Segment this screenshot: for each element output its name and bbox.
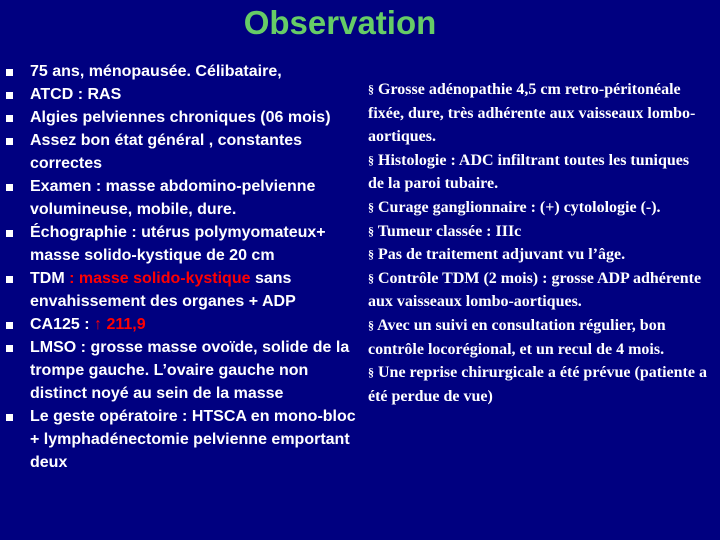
item-text: : masse abdomino-pelvienne volumineuse, mobile, dure. xyxy=(30,178,316,218)
paragraph xyxy=(368,361,708,408)
paragraph-text: Histologie : ADC infiltrant toutes les tuniques de la paroi tubaire. xyxy=(368,151,690,193)
paragraph xyxy=(368,314,708,361)
section-mark-icon: § xyxy=(368,152,374,167)
slide-title: Observation xyxy=(243,4,437,41)
list-item xyxy=(6,336,358,405)
list-item xyxy=(6,83,358,106)
list-item xyxy=(6,405,358,474)
paragraph-text: Curage ganglionnaire : (+) cytolologie (-). xyxy=(378,198,661,216)
list-item xyxy=(6,129,358,175)
item-text: : HTSCA en mono-bloc + lymphadénectomie pelvienne emportant deux xyxy=(30,408,356,471)
square-bullet-icon xyxy=(6,230,13,237)
paragraph xyxy=(368,220,708,244)
item-text: Algies pelviennes chroniques (06 mois) xyxy=(30,109,331,126)
item-text: : grosse masse ovoïde, solide de la trompe gauche. L’ovaire gauche non distinct noyé au sein de la masse xyxy=(30,339,350,402)
list-item xyxy=(6,106,358,129)
paragraph-text: Pas de traitement adjuvant vu l’âge. xyxy=(378,246,626,264)
section-mark-icon: § xyxy=(368,365,374,380)
item-text: 75 ans, ménopausée. Célibataire, xyxy=(30,63,282,80)
item-label: LMSO xyxy=(30,339,77,356)
paragraph-text: Tumeur classée : IIIc xyxy=(377,222,522,240)
item-text: sans envahissement des organes + ADP xyxy=(30,270,296,310)
square-bullet-icon xyxy=(6,414,13,421)
item-separator: : xyxy=(79,316,95,333)
item-label: Échographie xyxy=(30,224,127,241)
left-bullet-list xyxy=(6,60,358,474)
item-highlight: masse solido-kystique xyxy=(78,270,251,287)
section-mark-icon: § xyxy=(368,82,374,96)
item-highlight: ↑ 211,9 xyxy=(94,316,146,333)
square-bullet-icon xyxy=(6,92,13,99)
list-item xyxy=(6,175,358,221)
paragraph-text: Grosse adénopathie 4,5 cm retro-péritonéale fixée, dure, très adhérente aux vaisseaux lombo-aortiques. xyxy=(368,81,696,146)
section-mark-icon: § xyxy=(368,199,374,214)
list-item xyxy=(6,313,358,336)
square-bullet-icon xyxy=(6,138,13,145)
item-label: CA125 xyxy=(30,316,80,333)
paragraph xyxy=(368,149,708,196)
list-item xyxy=(6,221,358,267)
square-bullet-icon xyxy=(6,322,13,329)
item-text: : utérus polymyomateux+ masse solido-kystique de 20 cm xyxy=(30,224,326,264)
paragraph xyxy=(368,243,708,267)
paragraph xyxy=(368,78,708,149)
item-separator: : xyxy=(64,270,79,287)
paragraph xyxy=(368,267,708,314)
section-mark-icon: § xyxy=(368,270,374,285)
item-label: Examen xyxy=(30,178,92,195)
item-label: Le geste opératoire xyxy=(30,408,178,425)
section-mark-icon: § xyxy=(368,317,374,332)
item-text: Assez bon état général , constantes correctes xyxy=(30,132,303,172)
section-mark-icon: § xyxy=(368,223,374,238)
paragraph xyxy=(368,196,708,220)
paragraph-text: Contrôle TDM (2 mois) : grosse ADP adhérente aux vaisseaux lombo-aortiques. xyxy=(368,269,702,311)
square-bullet-icon xyxy=(6,69,13,76)
square-bullet-icon xyxy=(6,115,13,122)
paragraph-text: Une reprise chirurgicale a été prévue (patiente a été perdue de vue) xyxy=(368,364,707,405)
section-mark-icon: § xyxy=(368,247,374,262)
paragraph-text: Avec un suivi en consultation régulier, bon contrôle locorégional, et un recul de 4 mois. xyxy=(368,316,666,358)
square-bullet-icon xyxy=(6,276,13,283)
item-label: TDM xyxy=(30,270,65,287)
list-item xyxy=(6,267,358,313)
right-text-block xyxy=(368,78,708,408)
square-bullet-icon xyxy=(6,184,13,191)
item-text: ATCD : RAS xyxy=(30,86,122,103)
square-bullet-icon xyxy=(6,345,13,352)
list-item xyxy=(6,60,358,83)
